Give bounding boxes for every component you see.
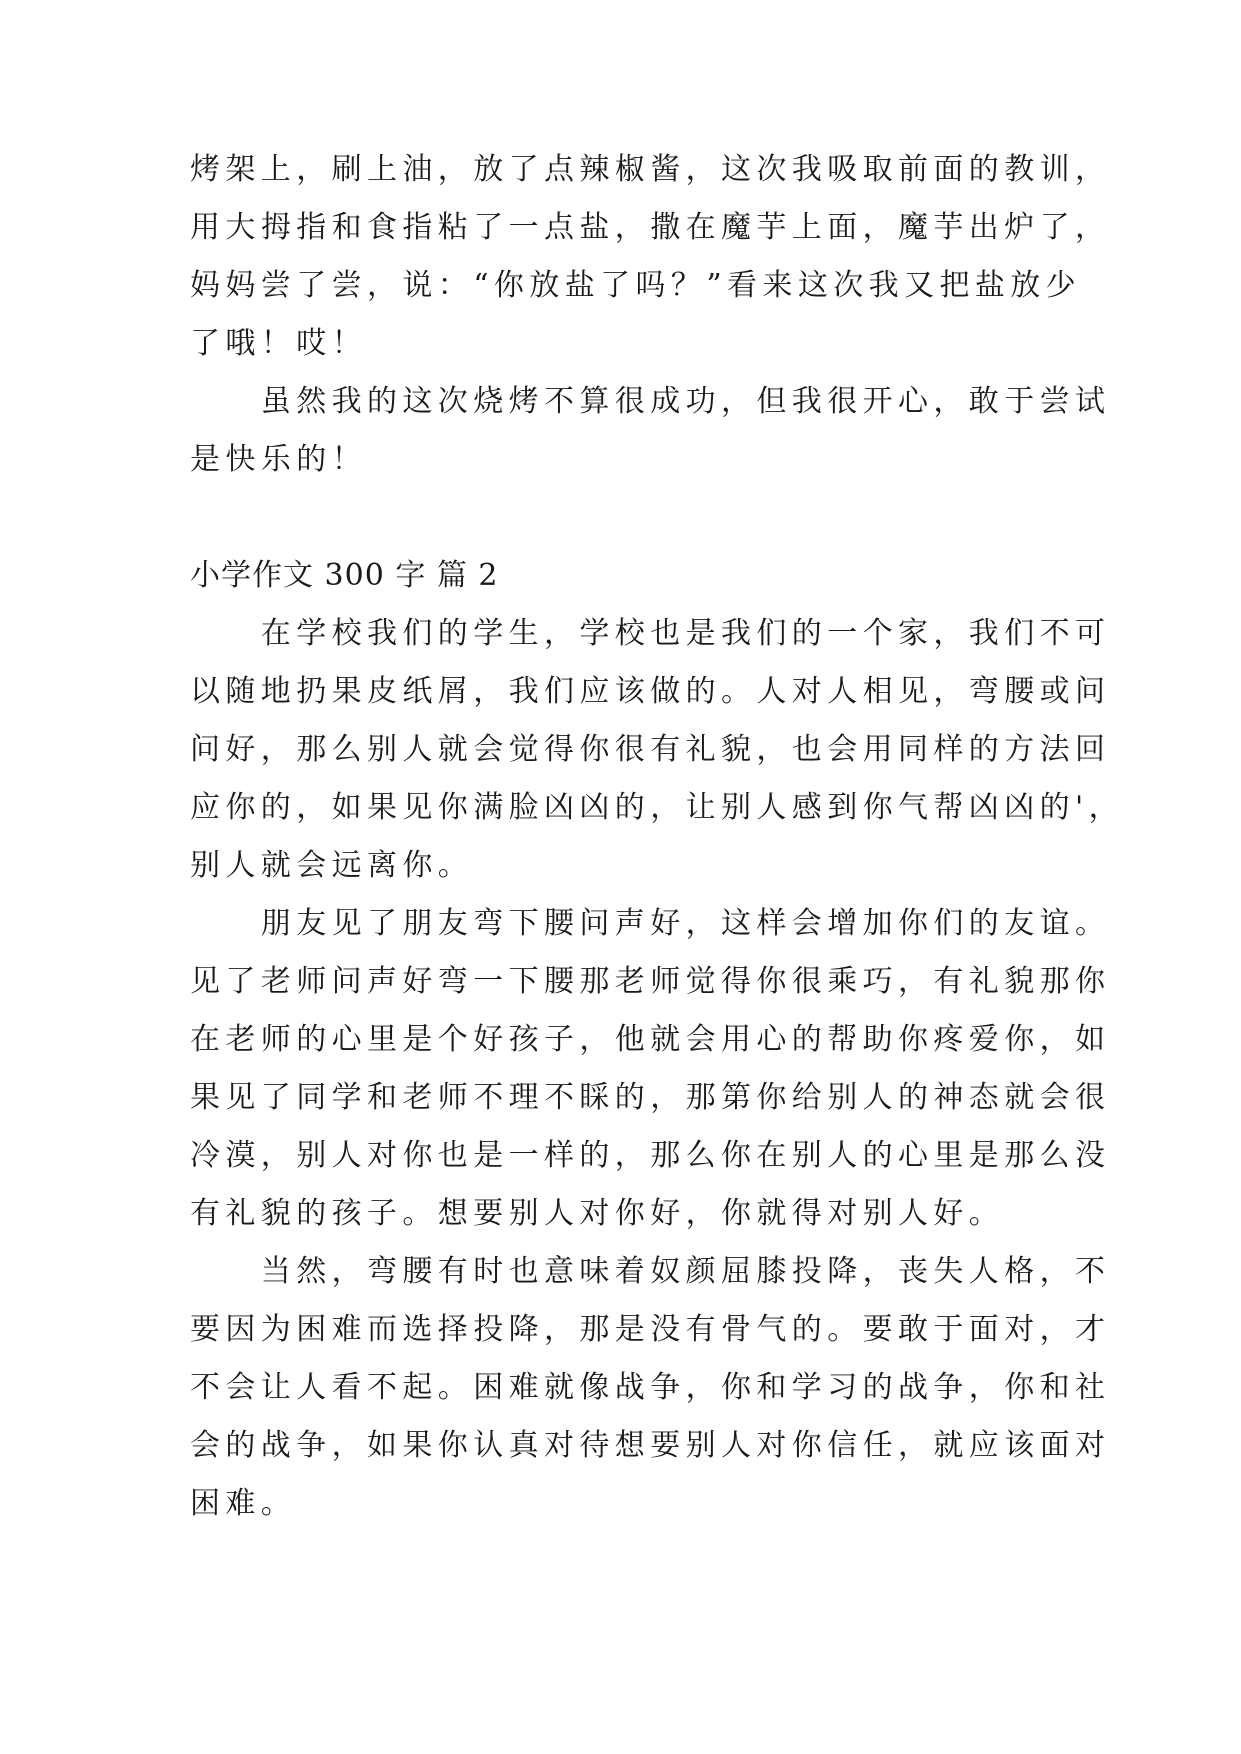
text-line: 朋友见了朋友弯下腰问声好，这样会增加你们的友谊。 [190,906,1111,941]
text-line: 用大拇指和食指粘了一点盐，撒在魔芋上面，魔芋出炉了， [190,210,1111,245]
text-line: 有礼貌的孩子。想要别人对你好，你就得对别人好。 [190,1196,1005,1231]
text-line: 会的战争，如果你认真对待想要别人对你信任，就应该面对 [190,1428,1111,1463]
text-line: 以随地扔果皮纸屑，我们应该做的。人对人相见，弯腰或问 [190,674,1111,709]
text-line: 冷漠，别人对你也是一样的，那么你在别人的心里是那么没 [190,1138,1111,1173]
text-line: 在老师的心里是个好孩子，他就会用心的帮助你疼爱你，如 [190,1022,1111,1057]
text-line: 是快乐的！ [190,442,367,477]
text-line: 困难。 [190,1486,297,1521]
text-line: 果见了同学和老师不理不睬的，那第你给别人的神态就会很 [190,1080,1111,1115]
text-line: 要因为困难而选择投降，那是没有骨气的。要敢于面对，才 [190,1312,1111,1347]
text-line: 见了老师问声好弯一下腰那老师觉得你很乘巧，有礼貌那你 [190,964,1111,999]
text-line: 在学校我们的学生，学校也是我们的一个家，我们不可 [190,616,1111,651]
text-line: 当然，弯腰有时也意味着奴颜屈膝投降，丧失人格，不 [190,1254,1111,1289]
text-line: 了哦！哎！ [190,326,367,361]
text-line: 妈妈尝了尝，说：“你放盐了吗？”看来这次我又把盐放少 [190,268,1082,303]
text-line: 应你的，如果见你满脸凶凶的，让别人感到你气帮凶凶的'， [190,790,1125,825]
section-heading: 小学作文 300 字 篇 2 [190,558,499,593]
text-line: 不会让人看不起。困难就像战争，你和学习的战争，你和社 [190,1370,1111,1405]
text-line: 烤架上，刷上油，放了点辣椒酱，这次我吸取前面的教训， [190,152,1111,187]
text-line: 问好，那么别人就会觉得你很有礼貌，也会用同样的方法回 [190,732,1111,767]
text-line: 虽然我的这次烧烤不算很成功，但我很开心，敢于尝试 [190,384,1111,419]
text-line: 别人就会远离你。 [190,848,474,883]
